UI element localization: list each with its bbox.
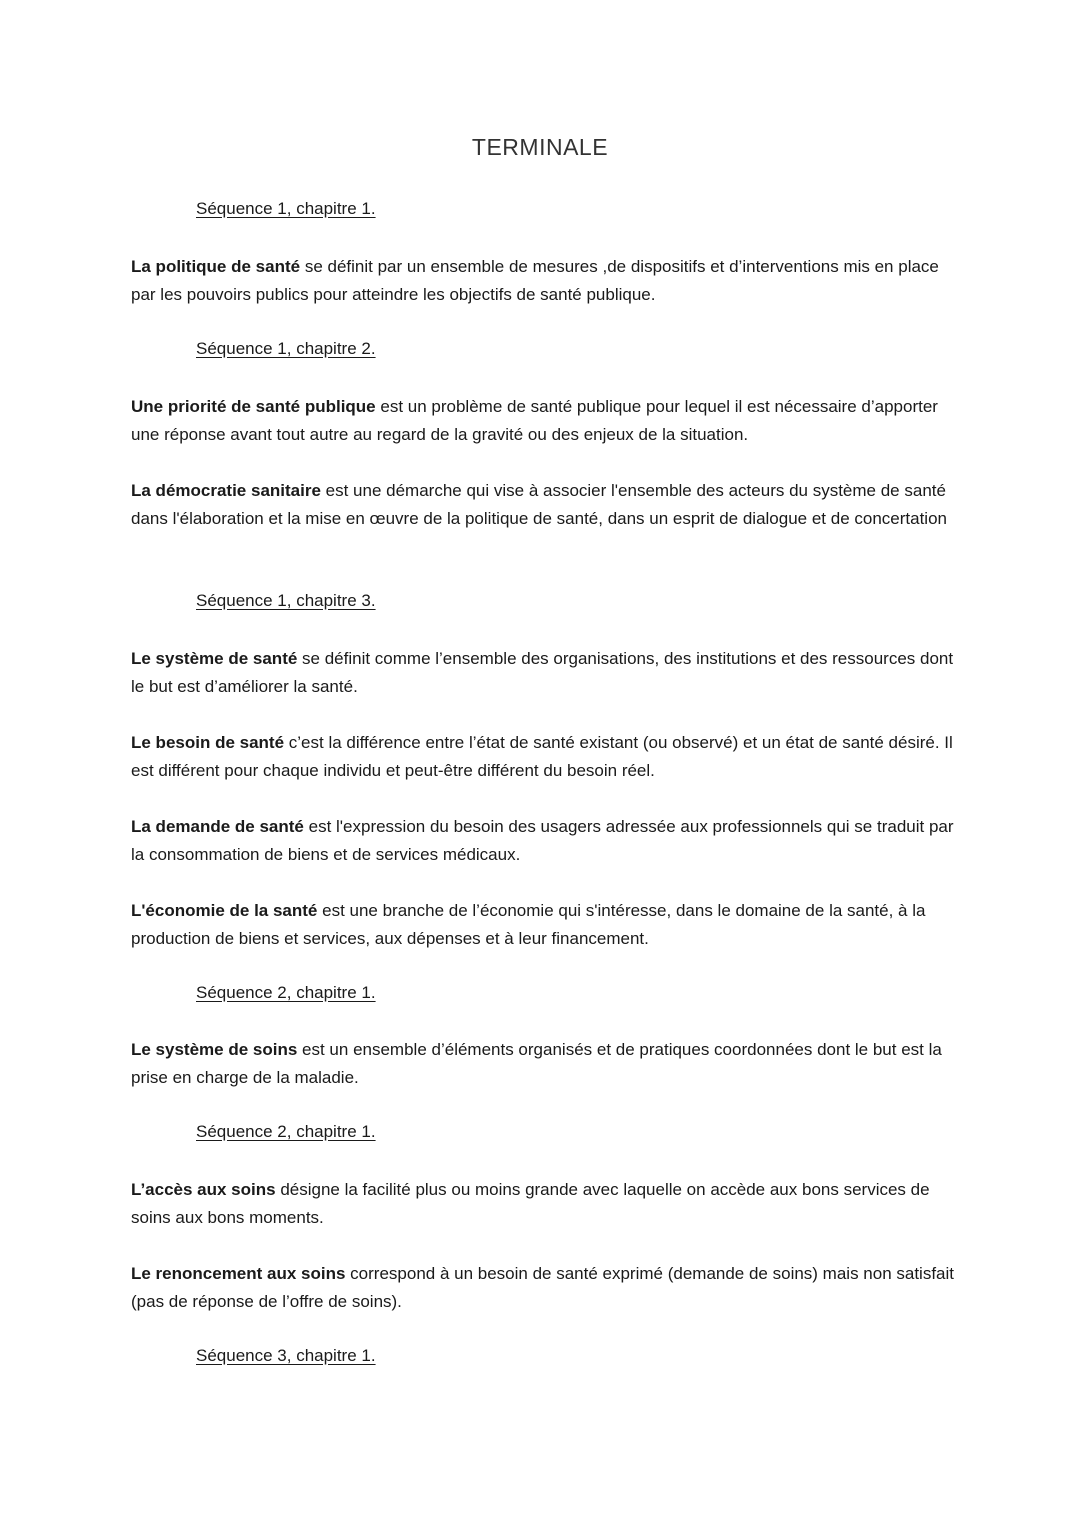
definition-text: est un ensemble d’éléments organisés et de pratiques coordonnées dont le but est la prise en charge de la maladie. <box>131 1040 942 1087</box>
definition-term: Le besoin de santé <box>131 733 285 752</box>
definition-text: est l'expression du besoin des usagers adressée aux professionnels qui se traduit par la consommation de biens et de services médicaux. <box>131 817 954 864</box>
definition-term: Le système de santé <box>131 649 298 668</box>
definition-term: Le renoncement aux soins <box>131 1264 346 1283</box>
section-heading: Séquence 2, chapitre 1. <box>196 983 376 1002</box>
definition-term: L’accès aux soins <box>131 1180 276 1199</box>
definition-term: La politique de santé <box>131 257 301 276</box>
definition-text: c’est la différence entre l’état de santé existant (ou observé) et un état de santé désiré. Il est différent pour chaque individu et peut-être différent du besoin réel. <box>131 733 953 780</box>
definition-paragraph <box>131 729 961 785</box>
definition-text: est une démarche qui vise à associer l'ensemble des acteurs du système de santé dans l'élaboration et la mise en œuvre de la politique de santé, dans un esprit de dialogue et de concertation <box>131 481 947 528</box>
definition-term: La demande de santé <box>131 817 304 836</box>
definition-paragraph <box>131 253 961 309</box>
definition-term: La démocratie sanitaire <box>131 481 321 500</box>
section-heading: Séquence 1, chapitre 2. <box>196 339 376 358</box>
definition-text: est une branche de l’économie qui s'intéresse, dans le domaine de la santé, à la production de biens et services, aux dépenses et à leur financement. <box>131 901 926 948</box>
definition-paragraph <box>131 393 961 449</box>
section-heading: Séquence 2, chapitre 1. <box>196 1122 376 1141</box>
definition-paragraph <box>131 897 961 953</box>
definition-paragraph <box>131 477 961 533</box>
section-heading: Séquence 3, chapitre 1. <box>196 1346 376 1365</box>
definition-text: est un problème de santé publique pour lequel il est nécessaire d’apporter une réponse avant tout autre au regard de la gravité ou des enjeux de la situation. <box>131 397 938 444</box>
definition-paragraph <box>131 645 961 701</box>
definition-paragraph <box>131 813 961 869</box>
section-heading: Séquence 1, chapitre 3. <box>196 591 376 610</box>
definition-term: Le système de soins <box>131 1040 298 1059</box>
definition-text: désigne la facilité plus ou moins grande avec laquelle on accède aux bons services de soins aux bons moments. <box>131 1180 930 1227</box>
definition-text: se définit comme l’ensemble des organisations, des institutions et des ressources dont le but est d’améliorer la santé. <box>131 649 954 696</box>
definition-paragraph <box>131 1036 961 1092</box>
document-title: TERMINALE <box>471 134 609 160</box>
section-heading: Séquence 1, chapitre 1. <box>196 199 376 218</box>
definition-paragraph <box>131 1260 961 1316</box>
definition-text: se définit par un ensemble de mesures ,de dispositifs et d’interventions mis en place par les pouvoirs publics pour atteindre les objectifs de santé publique. <box>131 257 939 304</box>
definition-term: L'économie de la santé <box>131 901 318 920</box>
definition-paragraph <box>131 1176 961 1232</box>
definition-term: Une priorité de santé publique <box>131 397 376 416</box>
definition-text: correspond à un besoin de santé exprimé (demande de soins) mais non satisfait (pas de réponse de l’offre de soins). <box>131 1264 955 1311</box>
